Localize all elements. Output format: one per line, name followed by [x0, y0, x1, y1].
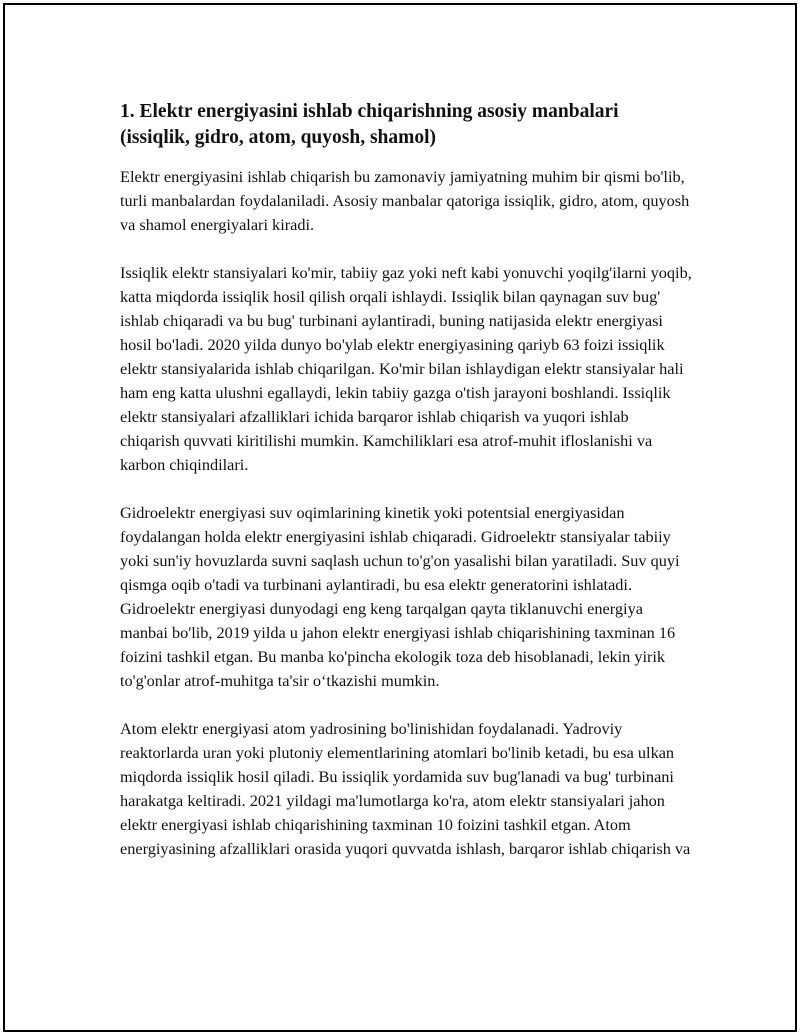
page-title: 1. Elektr energiyasini ishlab chiqarishning asosiy manbalari (issiqlik, gidro, atom, quyosh, shamol) — [120, 101, 619, 148]
paragraph-intro: Elektr energiyasini ishlab chiqarish bu zamonaviy jamiyatning muhim bir qismi bo'lib, turli manbalardan foydalaniladi. Asosiy manbalar qatoriga issiqlik, gidro, atom, quyosh va shamol energiyalari kiradi. — [120, 167, 690, 234]
page-frame — [3, 3, 797, 1032]
paragraph-hydro: Gidroelektr energiyasi suv oqimlarining kinetik yoki potentsial energiyasidan foydalangan holda elektr energiyasini ishlab chiqaradi. Gidroelektr stansiyalar tabiiy yoki sun'iy hovuzlarda suvni saqlash uchun to'g'on yasalishi bilan yaratiladi. Suv quyi qismga oqib o'tadi va turbinani aylantiradi, bu esa elektr generatorini ishlatadi. Gidroelektr energiyasi dunyodagi eng keng tarqalgan qayta tiklanuvchi energiya manbai bo'lib, 2019 yilda u jahon elektr energiyasi ishlab chiqarishining taxminan 16 foizini tashkil etgan. Bu manba ko'pincha ekologik toza deb hisoblanadi, lekin yirik to'g'onlar atrof-muhitga ta'sir o‘tkazishi mumkin. — [120, 503, 680, 690]
document-body — [120, 99, 692, 885]
paragraph-nuclear: Atom elektr energiyasi atom yadrosining bo'linishidan foydalanadi. Yadroviy reaktorlarda uran yoki plutoniy elementlarining atomlari bo'linib ketadi, bu esa ulkan miqdorda issiqlik hosil qiladi. Bu issiqlik yordamida suv bug'lanadi va bug' turbinani harakatga keltiradi. 2021 yildagi ma'lumotlarga ko'ra, atom elektr stansiyalari jahon elektr energiyasi ishlab chiqarishining taxminan 10 foizini tashkil etgan. Atom energiyasining afzalliklari orasida yuqori quvvatda ishlash, barqaror ishlab chiqarish va — [120, 719, 691, 858]
paragraph-thermal: Issiqlik elektr stansiyalari ko'mir, tabiiy gaz yoki neft kabi yonuvchi yoqilg'ilarni yoqib, katta miqdorda issiqlik hosil qilish orqali ishlaydi. Issiqlik bilan qaynagan suv bug' ishlab chiqaradi va bu bug' turbinani aylantiradi, buning natijasida elektr energiyasi hosil bo'ladi. 2020 yilda dunyo bo'ylab elektr energiyasining qariyb 63 foizi issiqlik elektr stansiyalarida ishlab chiqarilgan. Ko'mir bilan ishlaydigan elektr stansiyalar hali ham eng katta ulushni egallaydi, lekin tabiiy gazga o'tish jarayoni boshlandi. Issiqlik elektr stansiyalari afzalliklari ichida barqaror ishlab chiqarish va yuqori ishlab chiqarish quvvati kiritilishi mumkin. Kamchiliklari esa atrof-muhit ifloslanishi va karbon chiqindilari. — [120, 263, 692, 474]
